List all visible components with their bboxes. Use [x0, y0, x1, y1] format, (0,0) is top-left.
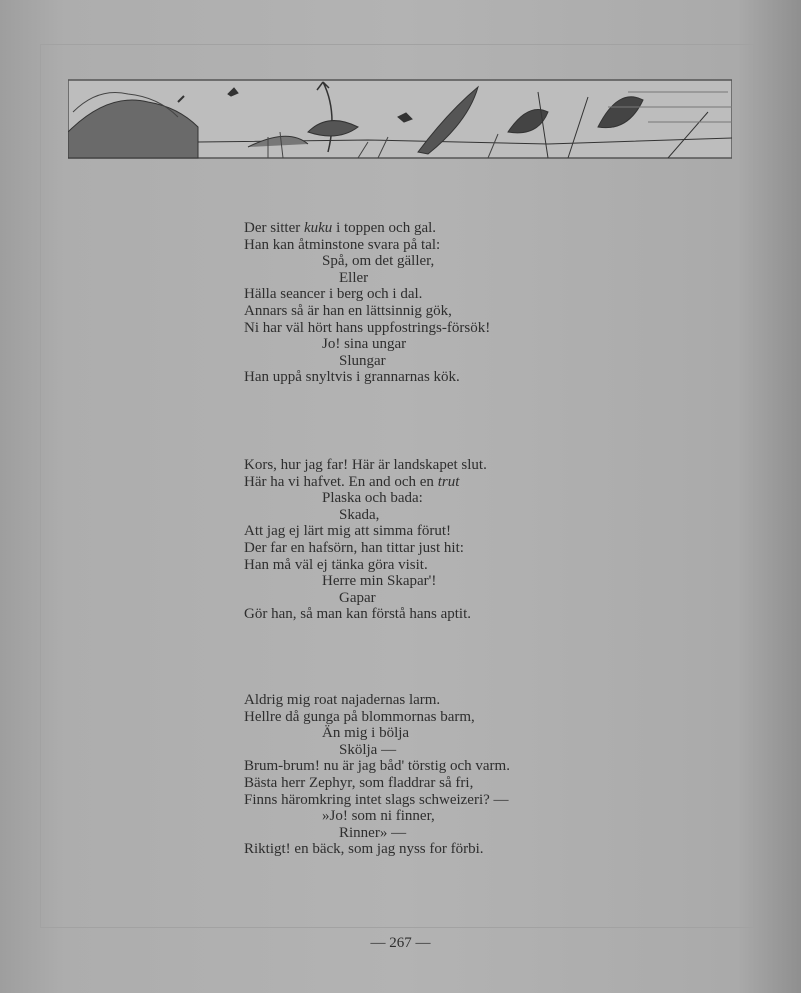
- verse-line: Jo! sina ungar: [322, 336, 407, 353]
- verse-line: Gapar: [339, 589, 376, 606]
- verse-line: Brum-brum! nu är jag båd' törstig och varm.: [244, 758, 510, 775]
- verse-line: Spå, om det gäller,: [322, 253, 435, 270]
- verse-line: Plaska och bada:: [322, 490, 423, 507]
- verse-text: Der sitter: [244, 220, 304, 236]
- verse-line: Skölja —: [339, 741, 397, 758]
- verse-line: Gör han, så man kan förstå hans aptit.: [244, 606, 472, 623]
- page-number: — 267 —: [370, 935, 431, 951]
- verse-line: [244, 474, 487, 491]
- stanza-1: [244, 220, 490, 386]
- verse-line: Att jag ej lärt mig att simma förut!: [244, 523, 452, 540]
- verse-line: Eller: [339, 269, 369, 286]
- stanza-2: [244, 457, 487, 623]
- italic-word: kuku: [303, 220, 333, 236]
- verse-line: Kors, hur jag far! Här är landskapet slut.: [244, 457, 487, 473]
- verse-line: Aldrig mig roat najadernas larm.: [244, 692, 441, 708]
- verse-line: »Jo! som ni finner,: [322, 808, 435, 825]
- verse-line: Än mig i bölja: [322, 725, 410, 742]
- verse-line: Han uppå snyltvis i grannarnas kök.: [244, 369, 460, 386]
- verse-line: Der far en hafsörn, han tittar just hit:: [244, 539, 464, 556]
- verse-line: [244, 220, 490, 237]
- stanza-3: [244, 692, 510, 858]
- verse-line: Hellre då gunga på blommornas barm,: [244, 708, 475, 725]
- verse-line: Skada,: [339, 506, 380, 523]
- verse-text: i toppen och gal.: [332, 220, 437, 236]
- verse-line: Rinner» —: [339, 824, 407, 841]
- verse-line: Annars så är han en lättsinnig gök,: [244, 302, 452, 319]
- verse-line: Hälla seancer i berg och i dal.: [244, 286, 423, 303]
- verse-line: Bästa herr Zephyr, som fladdrar så fri,: [244, 774, 474, 791]
- verse-text: Här ha vi hafvet. En and och en: [244, 473, 438, 490]
- verse-line: Riktigt! en bäck, som jag nyss for förbi.: [244, 841, 484, 858]
- verse-line: Herre min Skapar'!: [322, 573, 437, 590]
- verse-line: Han kan åtminstone svara på tal:: [244, 236, 441, 253]
- verse-line: Han må väl ej tänka göra visit.: [244, 556, 428, 573]
- header-illustration: [68, 72, 732, 162]
- verse-line: Slungar: [339, 352, 386, 369]
- verse-line: Ni har väl hört hans uppfostrings-försök!: [244, 319, 491, 336]
- italic-word: trut: [437, 473, 460, 490]
- verse-line: Finns häromkring intet slags schweizeri? —: [244, 791, 509, 808]
